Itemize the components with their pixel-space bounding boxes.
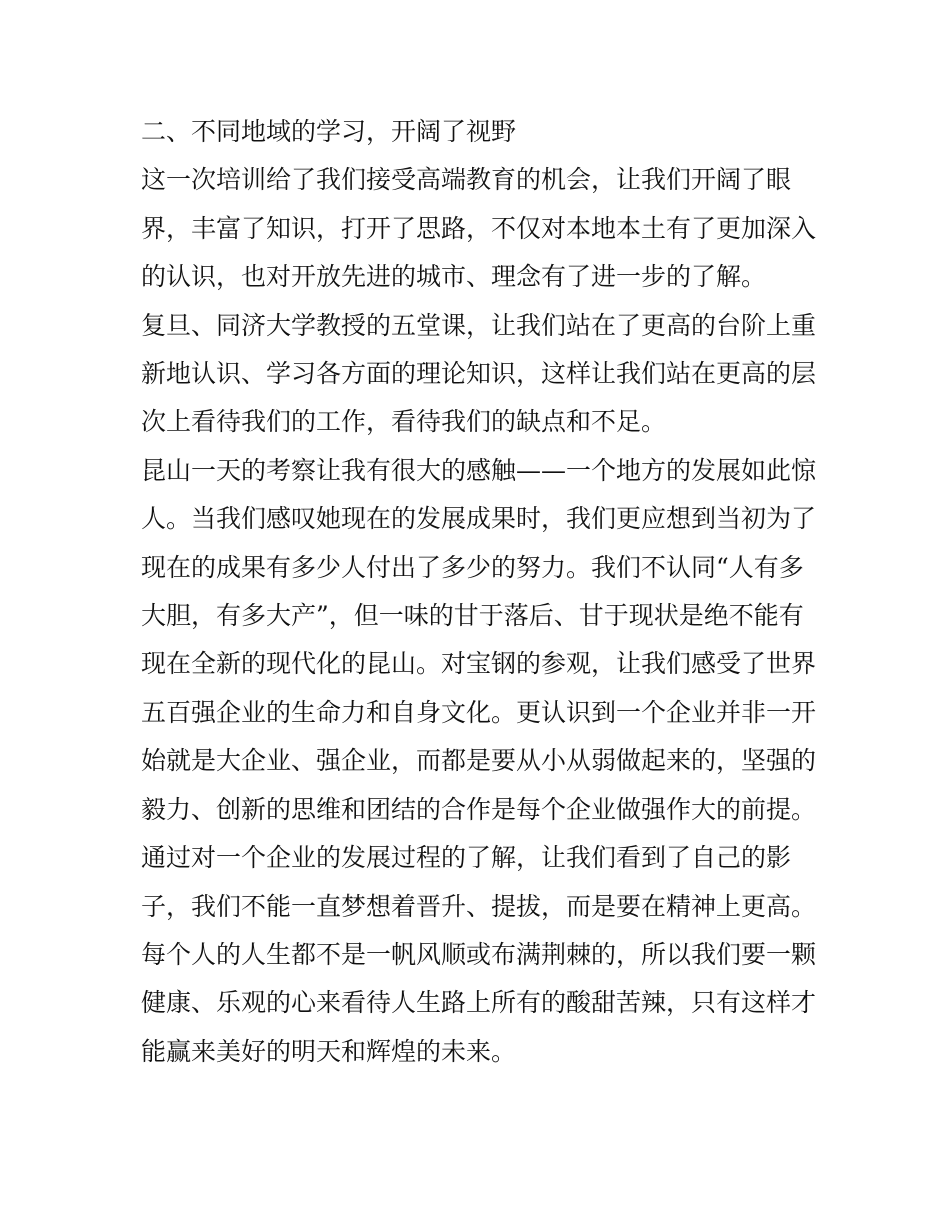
- paragraph-university-lectures: [141, 302, 817, 447]
- paragraph-kunshan-visit: [141, 447, 817, 1076]
- paragraph-line: 现在全新的现代化的昆山。对宝钢的参观，让我们感受了世界: [141, 649, 817, 679]
- paragraph-line: 这一次培训给了我们接受高端教育的机会，让我们开阔了眼: [141, 165, 792, 195]
- paragraph-training-opportunity: [141, 156, 817, 301]
- paragraph-line: 复旦、同济大学教授的五堂课，让我们站在了更高的台阶上重: [141, 310, 817, 340]
- paragraph-line: 通过对一个企业的发展过程的了解，让我们看到了自己的影: [141, 843, 792, 873]
- section-heading: 二、不同地域的学习，开阔了视野: [141, 117, 517, 146]
- paragraph-line: 五百强企业的生命力和自身文化。更认识到一个企业并非一开: [141, 697, 817, 727]
- paragraph-line: 始就是大企业、强企业，而都是要从小从弱做起来的，坚强的: [141, 746, 817, 776]
- paragraph-line: 人。当我们感叹她现在的发展成果时，我们更应想到当初为了: [141, 504, 817, 534]
- paragraph-line: 现在的成果有多少人付出了多少的努力。我们不认同“人有多: [141, 552, 804, 582]
- paragraph-line: 每个人的人生都不是一帆风顺或布满荆棘的，所以我们要一颗: [141, 939, 817, 969]
- paragraph-line: 子，我们不能一直梦想着晋升、提拔，而是要在精神上更高。: [141, 891, 817, 921]
- paragraph-line: 界，丰富了知识，打开了思路，不仅对本地本土有了更加深入: [141, 213, 817, 243]
- paragraph-line: 大胆，有多大产”，但一味的甘于落后、甘于现状是绝不能有: [141, 601, 804, 631]
- paragraph-line: 新地认识、学习各方面的理论知识，这样让我们站在更高的层: [141, 359, 817, 389]
- document-body: [141, 108, 817, 1076]
- paragraph-line: 的认识，也对开放先进的城市、理念有了进一步的了解。: [141, 262, 767, 292]
- paragraph-line: 昆山一天的考察让我有很大的感触——一个地方的发展如此惊: [141, 455, 817, 485]
- paragraph-line: 健康、乐观的心来看待人生路上所有的酸甜苦辣，只有这样才: [141, 988, 817, 1018]
- paragraph-line: 能赢来美好的明天和辉煌的未来。: [141, 1036, 517, 1066]
- paragraph-line: 次上看待我们的工作，看待我们的缺点和不足。: [141, 407, 667, 437]
- paragraph-line: 毅力、创新的思维和团结的合作是每个企业做强作大的前提。: [141, 794, 817, 824]
